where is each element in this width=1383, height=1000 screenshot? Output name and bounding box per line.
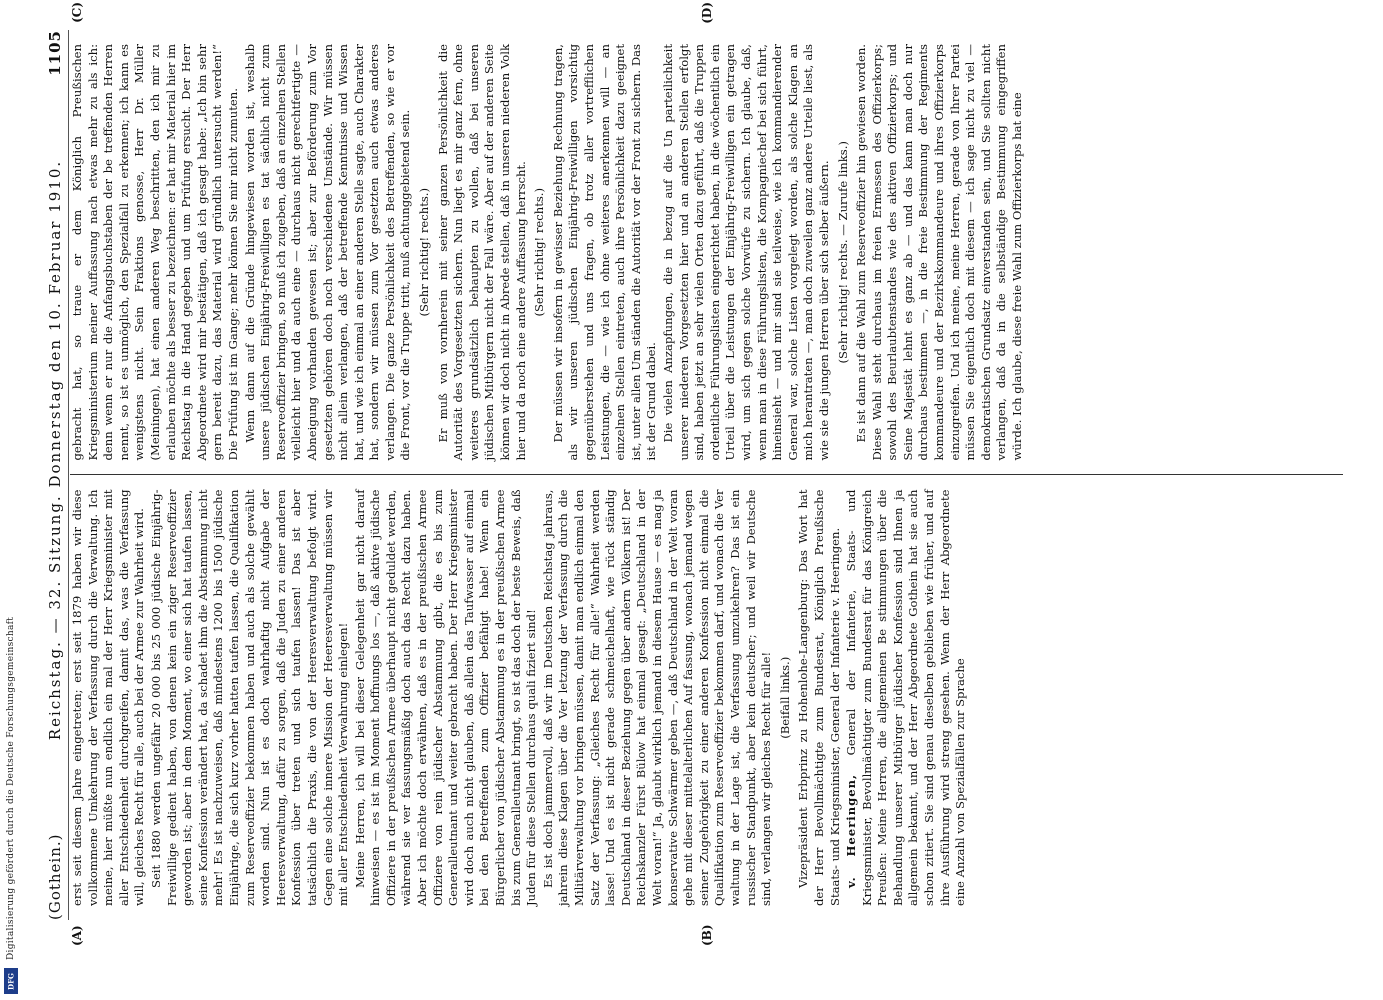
right-column: [70, 2, 1343, 476]
page-header: [30, 30, 69, 920]
interjection: (Beifall links.): [777, 656, 792, 739]
paragraph: Es ist dann auf die Wahl zum Reserveoffizier hin gewiesen worden. Diese Wahl steht durchaus im freien Ermessen des Offizierkorps; sowohl des Beurlaubtenstandes wie des aktiven Offizierkorps; und Seine Majestät lehnt es ganz ab — und das kann man doch nur durchaus bestimmen —, in die freie Bestimmung der Regiments kommandeure und der Bezirkskommandeure und ihres Offizierkorps einzugreifen. Und ich meine, meine Herren, gerade von Ihrer Partei müssen Sie eigentlich doch mit diesem — ich sage nicht zu viel — demokratischen Grundsatz einverstanden sein, und Sie sollten nicht verlangen, daß da in die selbständige Bestimmung eingegriffen würde. Ich glaube, diese freie Wahl zum Offizierkorps hat eine: [854, 44, 1025, 461]
speech-intro: Vizepräsident Erbprinz zu Hohenlohe-Langenburg: Das Wort hat der Herr Bevollmächtigte zum Bundesrat, Königlich Preußische Staats- und Kriegsminister, General der Infanterie v. Heeringen.: [796, 489, 842, 906]
margin-marker-d: (D): [700, 2, 714, 24]
paragraph: erst seit diesem Jahre eingetreten; erst seit 1879 haben wir diese vollkommene Umkehrung der Verfassung durch die Verwaltung. Ich meine, hier müßte nun endlich ein mal der Herr Kriegsminister mit aller Entschiedenheit durchgreifen, damit das, was die Verfassung will, gleiches Recht für alle, auch bei der Armee zur Wahrheit wird.: [70, 489, 147, 906]
interjection: (Sehr richtig! rechts.): [532, 187, 547, 317]
margin-marker-a: (A): [70, 925, 84, 946]
margin-marker-b: (B): [700, 924, 714, 946]
paragraph: gebracht hat, so traue er dem Königlich Preußischen Kriegsministerium meiner Auffassung nach etwas mehr zu als ich: denn wenn er nur die Anfangsbuchstaben der be treffenden Herren nennt, so ist es unmöglich, den Spezialfall zu erkennen; ich kann es wenigstens nicht. Sein Fraktions genosse, Herr Dr. Müller (Meiningen), hat einen anderen Weg beschritten, den ich mir zu erlauben möchte als besser zu bezeichnen: er hat mir Material hier im Reichstag in die Hand gegeben und um Prüfung ersucht. Der Herr Abgeordnete wird mir bestätigen, daß ich gesagt habe: „Ich bin sehr gern bereit dazu, das Material wird gründlich untersucht werden!“ Die Prüfung ist im Gange; mehr können Sie mir nicht zumuten.: [70, 44, 240, 461]
interjection: (Sehr richtig! rechts. — Zurufe links.): [835, 141, 850, 364]
paragraph: Die vielen Anzapfungen, die in bezug auf die Un parteilichkeit unserer niederen Vorgesetzten hier und an anderen Stellen erfolgt sind, haben jetzt an sehr vielen Orten dazu geführt, daß die Truppen ordentliche Führungslisten eingerichtet haben, in die wöchentlich ein Urteil über die Leistungen der Einjährig-Freiwilligen ein getragen wird, um sich gegen solche Vorwürfe zu sichern. Ich glaube, daß, wenn man in diese Führungslisten, die Kompagniechef bei sich führt, hineinsieht — und mir sind sie teilweise, wie ich kommandierender General war, solche Listen vorgelegt worden, als solche Klagen an mich herantraten —, man doch zuweilen ganz andere Urteile liest, als wie sie die jungen Herren über sich selber äußern.: [660, 44, 831, 461]
paragraph: Seit 1880 werden ungefähr 20 000 bis 25 000 jüdische Einjährig-Freiwillige gedient haben, von denen kein ein ziger Reserveoffizier geworden ist; aber in dem Moment, wo einer sich hat taufen lassen, seine Konfession verändert hat, da schadet ihm die Abstammung nicht mehr! Es ist nachzuweisen, daß mindestens 1200 bis 1500 jüdische Einjährige, die sich kurz vorher hatten taufen lassen, die Qualifikation zum Reserveoffizier bekommen haben und auch als solche gewählt worden sind. Nun ist es doch wahrhaftig nicht Aufgabe der Heeresverwaltung, dafür zu sorgen, daß die Juden zu einer anderen Konfession über treten und sich taufen lassen! Das ist aber tatsächlich die Praxis, die von der Heeresverwaltung befolgt wird. Gegen eine solche innere Mission der Heeresverwaltung müssen wir mit aller Entschiedenheit Verwahrung einlegen!: [148, 489, 351, 906]
left-column: [70, 476, 1343, 946]
paragraph: Der müssen wir insofern in gewisser Beziehung Rechnung tragen, als wir unseren jüdischen Einjährig-Freiwilligen vorsichtig gegenüberstehen und uns fragen, ob trotz aller vortrefflichen Leistungen, die — wie ich ohne weiteres anerkennen will — an einzelnen Stellen eintreten, auch ihre Persönlichkeit dazu geeignet ist, unter allen Um ständen die Autorität vor der Front zu sichern. Das ist der Grund dabei.: [550, 44, 659, 461]
speaker-text: General der Infanterie, Staats- und Kriegsminister, Bevollmächtigter zum Bundesrat für das Königreich Preußen: Meine Herren, die allgemeinen Be stimmungen über die Behandlung unserer Mitbürger jüdischer Konfession sind Ihnen ja allgemein bekannt, und der Herr Abgeordnete Gothein hat sie auch schon zitiert. Sie sind genau dieselben geblieben wie früher, und auf ihre Ausführung wird streng gesehen. Wenn der Herr Abgeordnete eine Anzahl von Spezialfällen zur Sprache: [844, 489, 968, 906]
dfg-logo: DFG: [4, 968, 18, 994]
paragraph: Wenn dann auf die Gründe hingewiesen worden ist, weshalb unsere jüdischen Einjährig-Freiwilligen es tat sächlich nicht zum Reserveoffizier bringen, so muß ich zugeben, daß an einzelnen Stellen vielleicht hier und da auch eine — durchaus nicht gerechtfertigte — Abneigung vorhanden gewesen ist; aber zur Beförderung zum Vor gesetzten gehören doch noch verschiedene Umstände. Wir müssen nicht allein verlangen, daß der betreffende Kenntnisse und Wissen hat, und wie ich einmal an einer anderen Stelle sagte, auch Charakter hat, sondern wir müssen zum Vor gesetzten auch etwas anderes verlangen. Die ganze Persönlichkeit des Betreffenden, so wie er vor die Front, vor die Truppe tritt, muß achtunggebietend sein.: [242, 44, 413, 461]
paragraph: Es ist doch jammervoll, daß wir im Deutschen Reichstag jahraus, jahrein diese Klagen über die Ver letzung der Verfassung durch die Militärverwaltung vor bringen müssen, damit man endlich einmal den Satz der Verfassung: „Gleiches Recht für alle!“ Wahrheit werden lasse! Und es ist nicht gerade schmeichelhaft, wie rück ständig Deutschland in dieser Beziehung gegen über andern Völkern ist! Der Reichskanzler Fürst Bülow hat einmal gesagt: „Deutschland in der Welt voran!“ Ja, glaubt wirklich jemand in diesem Hause — es mag ja konservative Schwärmer geben —, daß Deutschland in der Welt voran gehe mit dieser mittelalterlichen Auf fassung, wonach jemand wegen seiner Zugehörigkeit zu einer anderen Konfession nicht einmal die Qualifikation zum Reserveoffizier bekommen darf, und wonach die Ver waltung in der Lage ist, die Verfassung umzukehren? Das ist ein russischer Standpunkt, aber kein deutscher; und weil wir Deutsche sind, verlangen wir gleiches Recht für alle!: [540, 489, 774, 906]
paragraph: Meine Herren, ich will bei dieser Gelegenheit gar nicht darauf hinweisen — es ist im Moment hoffnungs los —, daß aktive jüdische Offiziere in der preußischen Armee überhaupt nicht geduldet werden, während sie ver fassungsmäßig doch auch das Recht dazu haben. Aber ich möchte doch erwähnen, daß es in der preußischen Armee Offiziere von rein jüdischer Abstammung gibt, die es bis zum Generalleutnant und weiter gebracht haben. Der Herr Kriegsminister wird doch auch nicht glauben, daß allein das Taufwasser auf einmal bei den Betreffenden zum Offizier befähigt habe! Wenn ein Bürgerlicher von jüdischer Abstammung es in der preußischen Armee bis zum Generalleutnant bringt, so ist das doch der beste Beweis, daß Juden für diese Stellen durchaus quali fiziert sind!: [352, 489, 539, 906]
digitization-note: Digitalisierung gefördert durch die Deutsche Forschungsgemeinschaft: [6, 616, 16, 960]
running-title: Reichstag. — 32. Sitzung. Donnerstag den 10. Februar 1910.: [46, 159, 64, 741]
text-columns: [70, 2, 1343, 946]
paragraph: Er muß von vornherein mit seiner ganzen Persönlichkeit die Autorität des Vorgesetzten sichern. Nun liegt es mir ganz fern, ohne weiteres grundsätzlich behaupten zu wollen, daß bei unseren jüdischen Mitbürgern nicht der Fall wäre. Aber auf der anderen Seite können wir doch nicht in Abrede stellen, daß in unseren niederen Volk hier und da noch eine andere Auffassung herrscht.: [435, 44, 528, 461]
margin-marker-c: (C): [70, 2, 84, 23]
section-label: (Gothein.): [46, 833, 64, 920]
page-number: 1105: [46, 30, 64, 76]
paragraph: [844, 490, 969, 907]
speaker-name: v. Heeringen,: [844, 773, 859, 888]
interjection: (Sehr richtig! rechts.): [417, 187, 432, 317]
